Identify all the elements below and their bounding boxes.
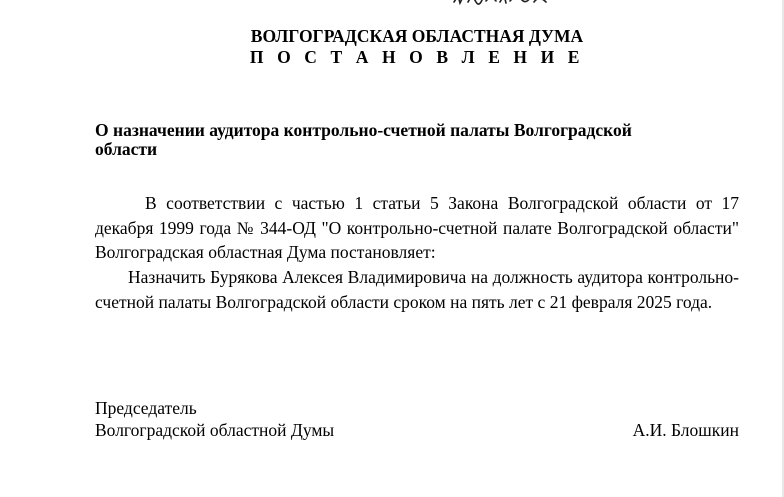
handwritten-date-mark (452, 0, 552, 8)
signatory-position-line-2: Волгоградской областной Думы (95, 420, 335, 440)
body-paragraph-1 (95, 191, 739, 265)
organization-title: ВОЛГОГРАДСКАЯ ОБЛАСТНАЯ ДУМА (250, 26, 584, 46)
body-paragraph-2-text: Назначить Бурякова Алексея Владимировича на должность аудитора контрольно-счетной палаты Волгоградской области сроком на пять лет с 21 февраля 2025 года. (95, 267, 739, 312)
document-subject: О назначении аудитора контрольно-счетной палаты Волгоградской области (95, 120, 632, 159)
body-paragraph-2 (95, 265, 739, 314)
body-paragraph-1-text: В соответствии с частью 1 статьи 5 Закона Волгоградской области от 17 декабря 1999 года № 344-ОД "О контрольно-счетной палате Волгоградской области" Волгоградская областная Дума постановляет: (95, 193, 739, 262)
signatory-name: А.И. Блошкин (632, 420, 739, 440)
document-type-title: П О С Т А Н О В Л Е Н И Е (249, 47, 585, 67)
signatory-position-line-1: Председатель (95, 398, 197, 418)
